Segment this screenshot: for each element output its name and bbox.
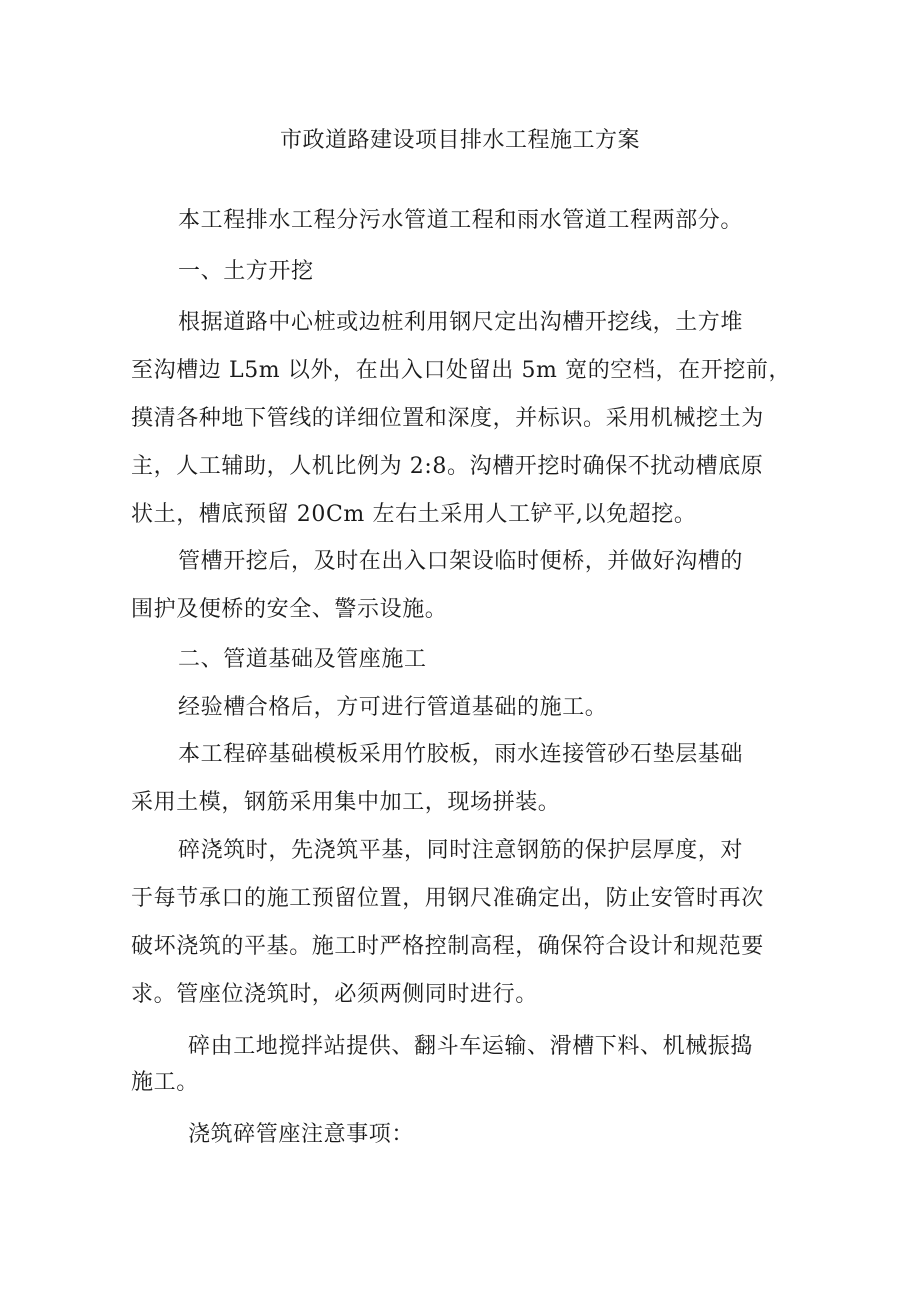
paragraph-line: 碎由工地搅拌站提供、翻斗车运输、滑槽下料、机械振捣 <box>188 1034 754 1059</box>
paragraph-line: 状土，槽底预留 20Cm 左右土采用人工铲平,以免超挖。 <box>131 502 697 527</box>
paragraph-line: 本工程碎基础模板采用竹胶板，雨水连接管砂石垫层基础 <box>178 742 744 767</box>
paragraph-line: 经验槽合格后，方可进行管道基础的施工。 <box>178 695 608 720</box>
paragraph-line: 主，人工辅助，人机比例为 2:8。沟槽开挖时确保不扰动槽底原 <box>131 454 764 479</box>
paragraph-line: 施工。 <box>131 1070 199 1095</box>
paragraph-line: 至沟槽边 L5m 以外，在出入口处留出 5m 宽的空档，在开挖前， <box>131 358 792 383</box>
paragraph-line: 浇筑碎管座注意事项： <box>188 1122 415 1147</box>
section-heading-foundation: 二、管道基础及管座施工 <box>178 647 427 672</box>
paragraph-line: 采用土模，钢筋采用集中加工，现场拼装。 <box>131 790 561 815</box>
paragraph-line: 破坏浇筑的平基。施工时严格控制高程，确保符合设计和规范要 <box>131 934 764 959</box>
document-title: 市政道路建设项目排水工程施工方案 <box>279 128 640 153</box>
paragraph-line: 于每节承口的施工预留位置，用钢尺准确定出，防止安管时再次 <box>131 886 764 911</box>
paragraph-line: 根据道路中心桩或边桩利用钢尺定出沟槽开挖线，土方堆 <box>178 310 744 335</box>
intro-line: 本工程排水工程分污水管道工程和雨水管道工程两部分。 <box>178 208 744 233</box>
section-heading-earthwork: 一、土方开挖 <box>178 259 314 284</box>
paragraph-line: 管槽开挖后，及时在出入口架设临时便桥，并做好沟槽的 <box>178 549 744 574</box>
paragraph-line: 摸清各种地下管线的详细位置和深度，并标识。采用机械挖土为 <box>131 406 764 431</box>
paragraph-line: 围护及便桥的安全、警示设施。 <box>131 597 448 622</box>
paragraph-line: 求。管座位浇筑时，必须两侧同时进行。 <box>131 982 538 1007</box>
paragraph-line: 碎浇筑时，先浇筑平基，同时注意钢筋的保护层厚度，对 <box>178 838 744 863</box>
